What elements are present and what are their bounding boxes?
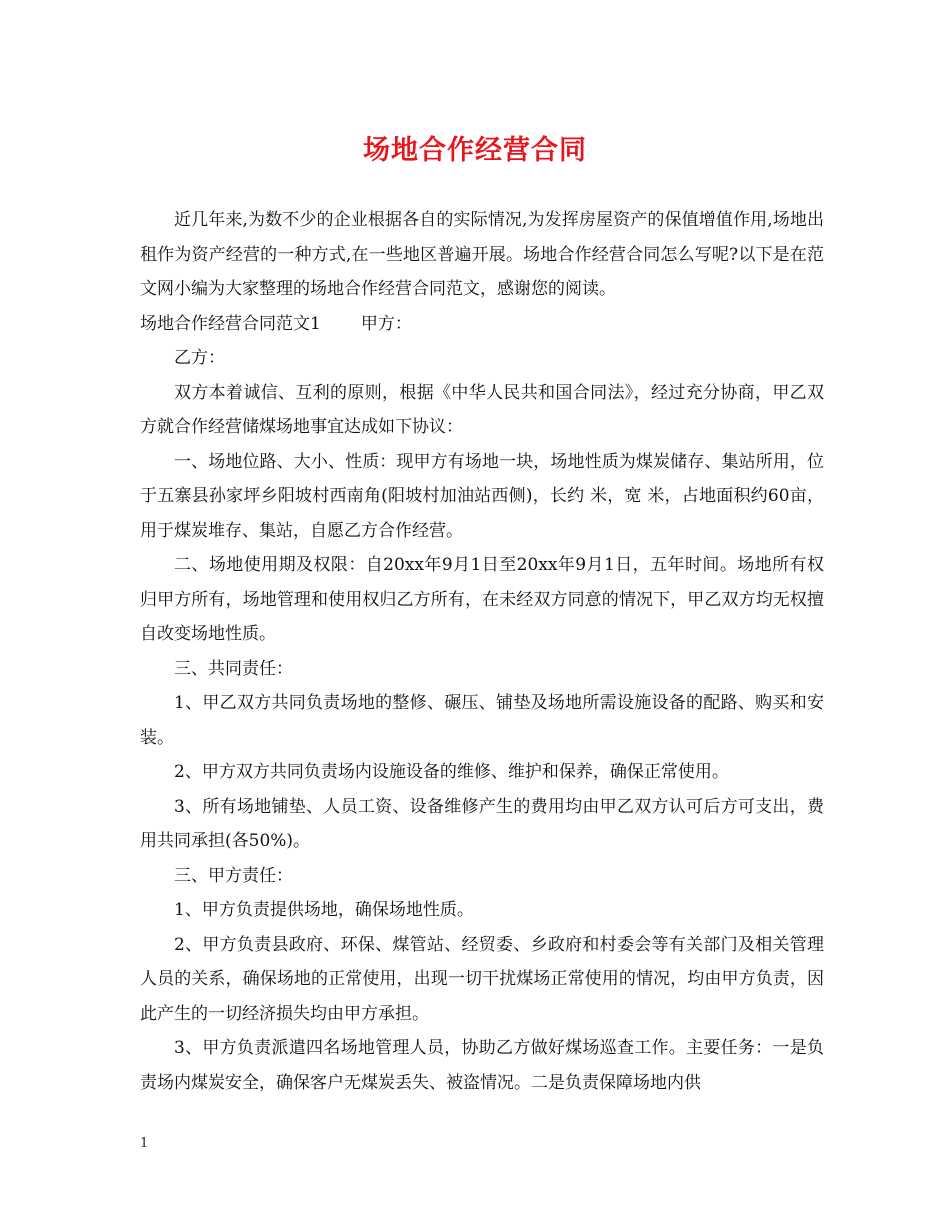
agreement-paragraph: 双方本着诚信、互利的原则，根据《中华人民共和国合同法》，经过充分协商，甲乙双方就合作经营储煤场地事宜达成如下协议： <box>140 382 824 437</box>
page-number: 1 <box>140 1136 149 1151</box>
document-title: 场地合作经营合同 <box>363 135 587 166</box>
period-clause: 二、场地使用期及权限：自20xx年9月1日至20xx年9月1日，五年时间。场地所有权归甲方所有，场地管理和使用权归乙方所有，在未经双方同意的情况下，甲乙双方均无权擅自改变场地性质。 <box>140 555 824 644</box>
party-a-item-1: 1、甲方负责提供场地，确保场地性质。 <box>174 900 474 920</box>
joint-item-3: 3、所有场地铺垫、人员工资、设备维修产生的费用均由甲乙双方认可后方可支出，费用共同承担(各50%)。 <box>140 796 824 851</box>
party-a-label: 甲方： <box>360 313 412 334</box>
sample-heading-line <box>140 307 824 342</box>
document-body <box>140 203 824 1100</box>
joint-item-1: 1、甲乙双方共同负责场地的整修、碾压、铺垫及场地所需设施设备的配路、购买和安装。 <box>140 693 824 748</box>
intro-paragraph: 近几年来,为数不少的企业根据各自的实际情况,为发挥房屋资产的保值增值作用,场地出租作为资产经营的一种方式,在一些地区普遍开展。场地合作经营合同怎么写呢?以下是在范文网小编为大家整理的场地合作经营合同范文，感谢您的阅读。 <box>140 210 824 299</box>
party-a-item-2: 2、甲方负责县政府、环保、煤管站、经贸委、乡政府和村委会等有关部门及相关管理人员的关系，确保场地的正常使用，出现一切干扰煤场正常使用的情况，均由甲方负责，因此产生的一切经济损失均由甲方承担。 <box>140 934 824 1024</box>
party-a-item-3: 3、甲方负责派遣四名场地管理人员，协助乙方做好煤场巡查工作。主要任务：一是负责场内煤炭安全，确保客户无煤炭丢失、被盗情况。二是负责保障场地内供 <box>140 1038 824 1093</box>
sample-heading: 场地合作经营合同范文1 <box>140 313 321 334</box>
joint-item-2: 2、甲方双方共同负责场内设施设备的维修、维护和保养，确保正常使用。 <box>174 762 729 782</box>
joint-responsibility-heading: 三、共同责任： <box>174 658 293 679</box>
location-clause: 一、场地位路、大小、性质：现甲方有场地一块，场地性质为煤炭储存、集站所用，位于五寨县孙家坪乡阳坡村西南角(阳坡村加油站西侧)，长约 米，宽 米，占地面积约60亩，用于煤炭堆存、集站，自愿乙方合作经营。 <box>140 451 824 541</box>
party-b-label: 乙方： <box>174 348 225 368</box>
party-a-responsibility-heading: 三、甲方责任： <box>174 865 293 886</box>
